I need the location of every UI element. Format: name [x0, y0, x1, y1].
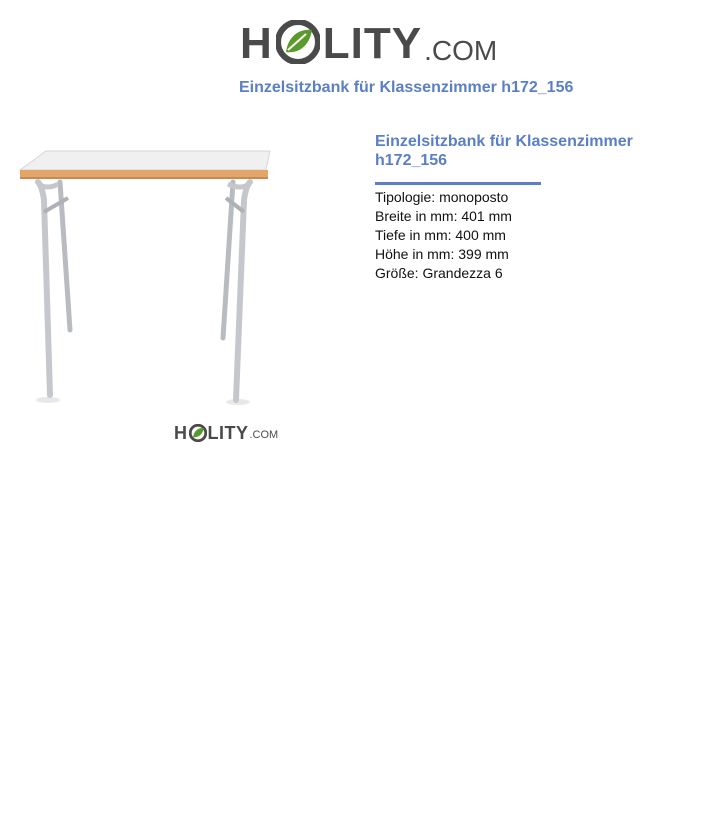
product-title: Einzelsitzbank für Klassenzimmer h172_156 — [375, 133, 633, 169]
logo-leaf-icon — [276, 20, 320, 64]
logo-small-com: .COM — [249, 429, 279, 441]
logo-small-letter-h: H — [174, 423, 188, 443]
spec-size: Größe: Grandezza 6 — [375, 265, 503, 281]
logo-com: .COM — [424, 35, 498, 66]
product-detail — [375, 132, 675, 283]
spec-typology: Tipologie: monoposto — [375, 189, 509, 205]
spec-depth: Tiefe in mm: 400 mm — [375, 227, 506, 243]
spec-height: Höhe in mm: 399 mm — [375, 246, 509, 262]
logo-letter-h: H — [240, 19, 273, 68]
logo-small-letters-lity: LITY — [207, 423, 249, 443]
spec-width: Breite in mm: 401 mm — [375, 208, 512, 224]
product-photo — [8, 120, 308, 420]
title-divider — [375, 182, 541, 185]
logo-letters-lity: LITY — [322, 19, 423, 68]
brand-logo-small[interactable] — [174, 424, 278, 442]
page-title: Einzelsitzbank für Klassenzimmer h172_156 — [239, 79, 574, 96]
brand-logo[interactable] — [240, 12, 497, 66]
logo-small-leaf-icon — [189, 424, 207, 442]
